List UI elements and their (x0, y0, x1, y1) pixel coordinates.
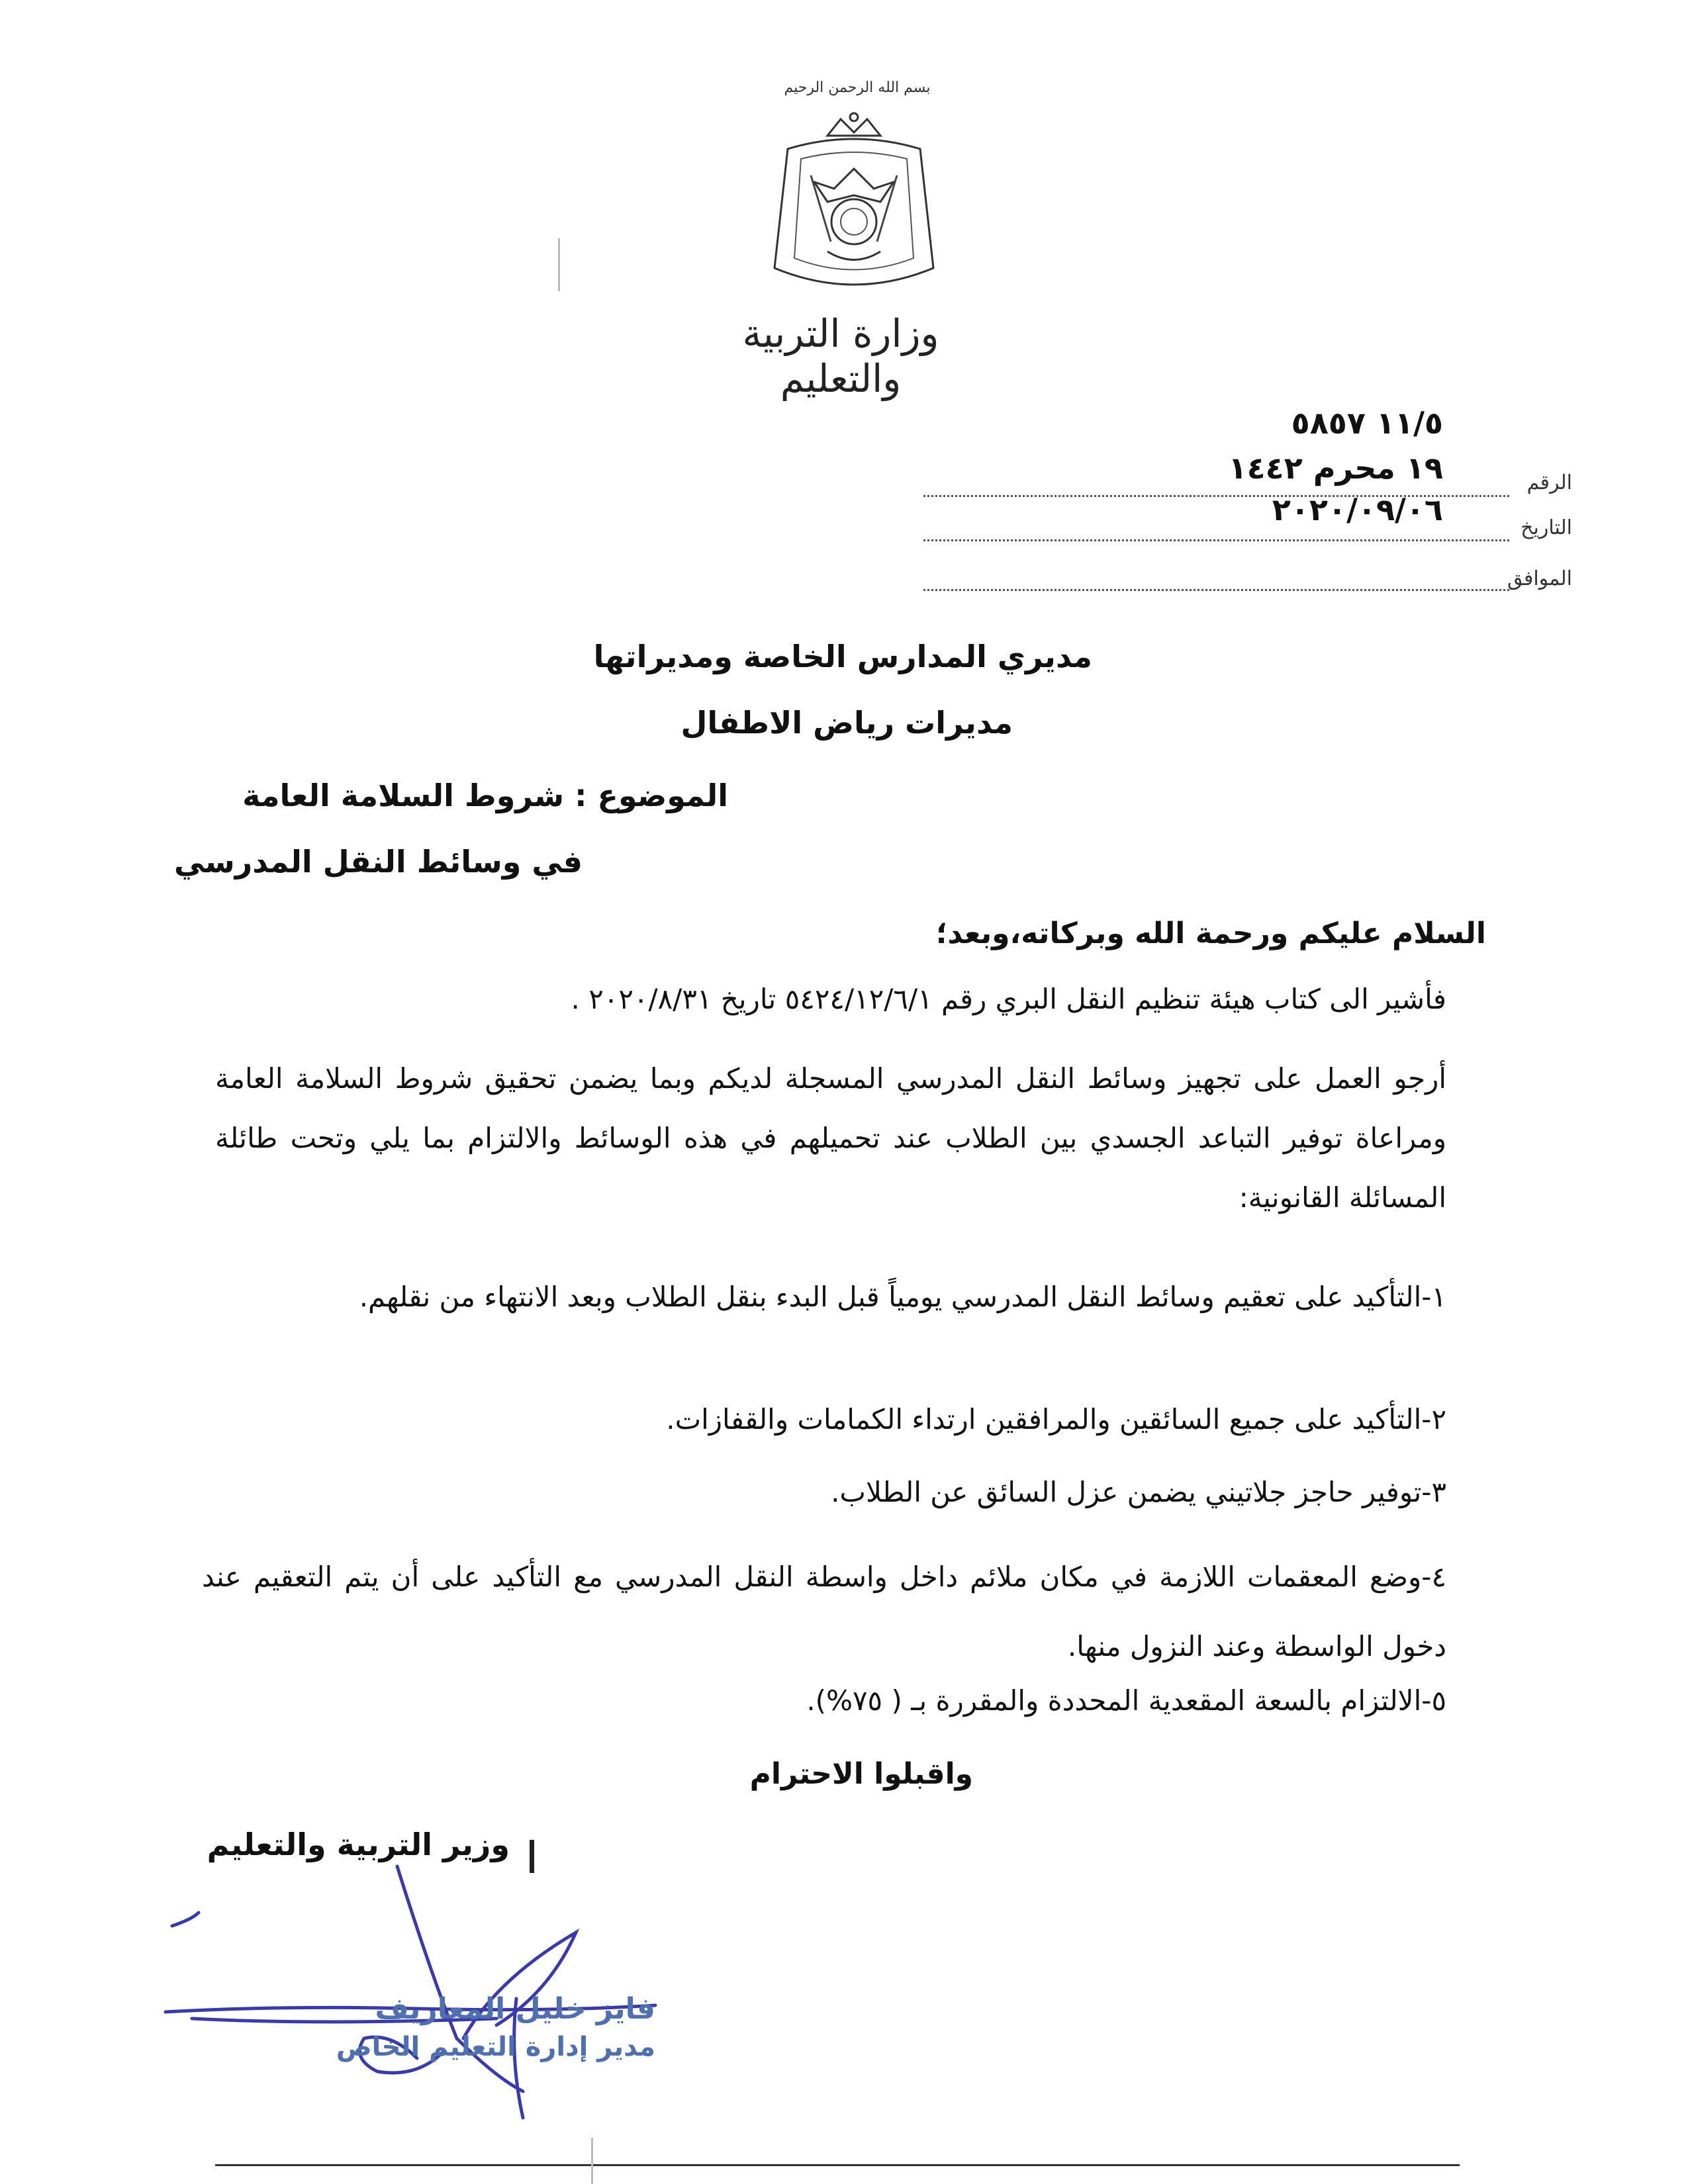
paragraph-request: أرجو العمل على تجهيز وسائط النقل المدرسي المسجلة لديكم وبما يضمن تحقيق شروط السلامة العامة ومراعاة توفير التباعد الجسدي بين الطلاب عند تحميلهم في هذه الوسائط والالتزام بما يلي وتحت طائلة المسائلة القانونية: (215, 1062, 1446, 1214)
label-date: التاريخ (1521, 516, 1572, 539)
reference-number: ١١/٥ ٥٨٥٧ (1291, 405, 1443, 441)
footer-divider (215, 2164, 1460, 2166)
subject-line-1: الموضوع : شروط السلامة العامة (242, 778, 728, 813)
list-item: ٣-توفير حاجز جلاتيني يضمن عزل السائق عن الطلاب. (831, 1476, 1446, 1508)
dotted-line (923, 589, 1509, 591)
gregorian-date: ٢٠٢٠/٠٩/٠٦ (1272, 492, 1443, 527)
minister-title: وزير التربية والتعليم (207, 1827, 510, 1862)
paragraph-reference: فأشير الى كتاب هيئة تنظيم النقل البري رقم ٥٤٢٤/١٢/٦/١ تاريخ ٢٠٢٠/٨/٣١ . (571, 983, 1446, 1015)
fold-mark (558, 238, 560, 291)
dotted-line (923, 539, 1509, 541)
signer-title: مدير إدارة التعليم الخاص (336, 2032, 655, 2062)
signer-name: فايز خليل المعاريف (375, 1992, 655, 2026)
list-item: ٥-الالتزام بالسعة المقعدية المحددة والمقررة بـ ( ٧٥%). (806, 1684, 1446, 1717)
hijri-date: ١٩ محرم ١٤٤٢ (1228, 450, 1443, 486)
coat-of-arms-icon (748, 109, 960, 301)
label-corresponding: الموافق (1507, 567, 1572, 590)
fold-mark (591, 2138, 593, 2184)
label-number: الرقم (1526, 471, 1572, 494)
ministry-name: وزارة التربية والتعليم (742, 311, 939, 401)
addressee-line-1: مديري المدارس الخاصة ومديراتها (593, 639, 1092, 674)
subject-line-2: في وسائط النقل المدرسي (173, 844, 583, 880)
dotted-line (923, 495, 1509, 497)
list-item: ١-التأكيد على تعقيم وسائط النقل المدرسي يومياً قبل البدء بنقل الطلاب وبعد الانتهاء من نقلهم. (359, 1281, 1446, 1313)
list-item: ٤-وضع المعقمات اللازمة في مكان ملائم داخل واسطة النقل المدرسي مع التأكيد على أن يتم التعقيم عند دخول الواسطة وعند النزول منها. (202, 1561, 1446, 1662)
greeting: السلام عليكم ورحمة الله وبركاته،وبعد؛ (935, 917, 1486, 950)
addressee-line-2: مديرات رياض الاطفال (680, 705, 1013, 741)
basmala: بسم الله الرحمن الرحيم (784, 79, 931, 96)
list-item: ٢-التأكيد على جميع السائقين والمرافقين ارتداء الكمامات والقفازات. (666, 1403, 1446, 1435)
closing-phrase: واقبلوا الاحترام (749, 1757, 973, 1791)
handwritten-signature (152, 1840, 669, 2131)
